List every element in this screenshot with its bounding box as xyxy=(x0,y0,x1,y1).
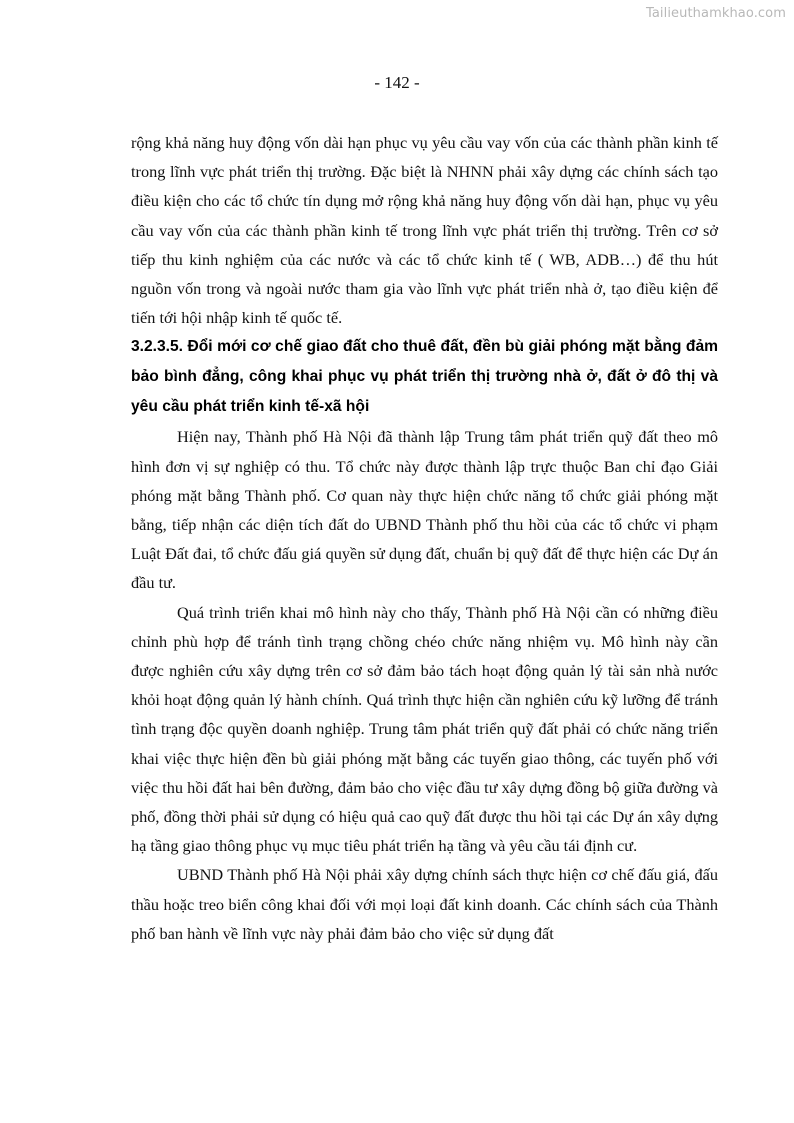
paragraph-continuation: rộng khả năng huy động vốn dài hạn phục vụ yêu cầu vay vốn của các thành phần kinh tế trong lĩnh vực phát triển thị trường. Đặc biệt là NHNN phải xây dựng các chính sách tạo điều kiện cho các tổ chức tín dụng mở rộng khả năng huy động vốn dài hạn, phục vụ yêu cầu vay vốn của các thành phần kinh tế trong lĩnh vực phát triển thị trường. Trên cơ sở tiếp thu kinh nghiệm của các nước và các tổ chức kinh tế ( WB, ADB…) để thu hút nguồn vốn trong và ngoài nước tham gia vào lĩnh vực phát triển nhà ở, tạo điều kiện để tiến tới hội nhập kinh tế quốc tế. xyxy=(131,133,718,328)
page-number: - 142 - xyxy=(374,73,420,92)
paragraph-land-fund-center: Hiện nay, Thành phố Hà Nội đã thành lập Trung tâm phát triển quỹ đất theo mô hình đơn vị sự nghiệp có thu. Tổ chức này được thành lập trực thuộc Ban chỉ đạo Giải phóng mặt bằng Thành phố. Cơ quan này thực hiện chức năng tổ chức giải phóng mặt bằng, tiếp nhận các diện tích đất do UBND Thành phố thu hồi của các tổ chức vi phạm Luật Đất đai, tổ chức đấu giá quyền sử dụng đất, chuẩn bị quỹ đất để thực hiện các Dự án đầu tư. xyxy=(131,427,718,593)
paragraph-model-adjustment: Quá trình triển khai mô hình này cho thấy, Thành phố Hà Nội cần có những điều chỉnh phù hợp để tránh tình trạng chồng chéo chức năng nhiệm vụ. Mô hình này cần được nghiên cứu xây dựng trên cơ sở đảm bảo tách hoạt động quản lý tài sản nhà nước khỏi hoạt động quản lý hành chính. Quá trình thực hiện cần nghiên cứu kỹ lưỡng để tránh tình trạng độc quyền doanh nghiệp. Trung tâm phát triển quỹ đất phải có chức năng triển khai việc thực hiện đền bù giải phóng mặt bằng các tuyến giao thông, các tuyến phố với việc thu hồi đất hai bên đường, đảm bảo cho việc đầu tư xây dựng đồng bộ giữa đường và phố, đồng thời phải sử dụng có hiệu quả cao quỹ đất được thu hồi tại các Dự án xây dựng hạ tầng giao thông phục vụ mục tiêu phát triển hạ tầng và yêu cầu tái định cư. xyxy=(131,602,718,856)
document-body xyxy=(131,128,718,948)
section-heading: 3.2.3.5. Đổi mới cơ chế giao đất cho thuê đất, đền bù giải phóng mặt bằng đảm bảo bình đẳng, công khai phục vụ phát triển thị trường nhà ở, đất ở đô thị và yêu cầu phát triển kinh tế-xã hội xyxy=(131,338,718,416)
paragraph-auction-policy: UBND Thành phố Hà Nội phải xây dựng chính sách thực hiện cơ chế đấu giá, đấu thầu hoặc treo biển công khai đối với mọi loại đất kinh doanh. Các chính sách của Thành phố ban hành về lĩnh vực này phải đảm bảo cho việc sử dụng đất xyxy=(131,865,718,943)
watermark-text: Tailieuthamkhao.com xyxy=(645,6,786,21)
